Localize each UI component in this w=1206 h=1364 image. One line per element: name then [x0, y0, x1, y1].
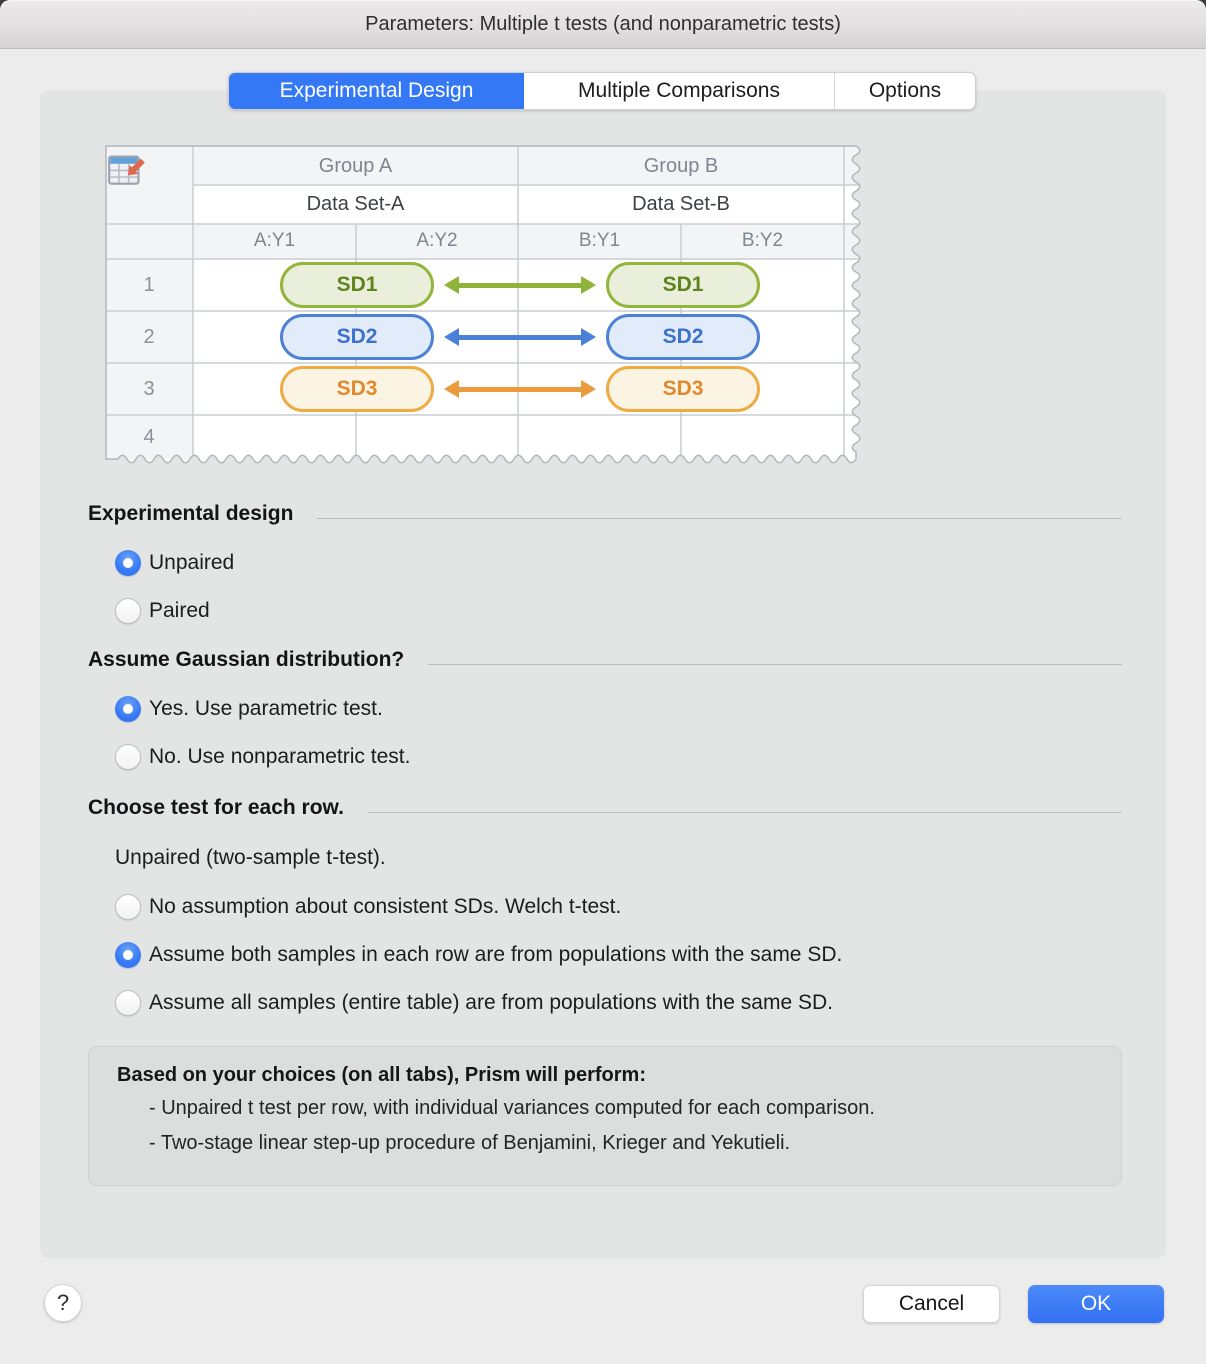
column-header-by1: B:Y1 [578, 230, 621, 251]
column-header-ay2: A:Y2 [416, 230, 458, 251]
radio-row-same-sd-table [115, 990, 833, 1016]
tab-bar [228, 72, 976, 110]
group-a-header: Group A [318, 154, 393, 177]
same-sd-table-radio[interactable] [115, 990, 141, 1016]
sd2-pill-left: SD2 [280, 314, 434, 360]
radio-row-paired [115, 598, 210, 624]
help-button[interactable]: ? [44, 1284, 82, 1322]
group-b-header: Group B [643, 154, 719, 177]
row-number-3: 3 [143, 377, 155, 400]
radio-row-same-sd-row [115, 942, 842, 968]
experimental-design-heading: Experimental design [88, 502, 1122, 526]
row-number-2: 2 [143, 325, 155, 348]
sd1-pill-left: SD1 [280, 262, 434, 308]
parametric-radio[interactable] [115, 696, 141, 722]
dataset-a-header: Data Set-A [306, 193, 405, 215]
same-sd-table-label[interactable]: Assume all samples (entire table) are from populations with the same SD. [149, 991, 833, 1014]
heading-rule [368, 812, 1122, 813]
choose-test-heading: Choose test for each row. [88, 796, 1122, 820]
nonparametric-label[interactable]: No. Use nonparametric test. [149, 745, 411, 768]
heading-rule [428, 664, 1122, 665]
row-number-1: 1 [143, 273, 155, 296]
parametric-label[interactable]: Yes. Use parametric test. [149, 697, 383, 720]
paired-radio[interactable] [115, 598, 141, 624]
data-table-icon [105, 145, 151, 191]
column-header-ay1: A:Y1 [253, 230, 296, 251]
paired-label[interactable]: Paired [149, 599, 210, 622]
ok-button[interactable]: OK [1028, 1285, 1164, 1323]
column-header-by2: B:Y2 [741, 230, 784, 251]
summary-item-1: - Unpaired t test per row, with individual variances computed for each comparison. [149, 1097, 875, 1119]
sd2-comparison-arrow [457, 335, 583, 340]
nonparametric-radio[interactable] [115, 744, 141, 770]
same-sd-row-radio[interactable] [115, 942, 141, 968]
radio-row-unpaired [115, 550, 234, 576]
radio-row-welch [115, 894, 621, 920]
summary-item-2: - Two-stage linear step-up procedure of Benjamini, Krieger and Yekutieli. [149, 1132, 791, 1154]
sd1-pill-right: SD1 [606, 262, 760, 308]
sd1-comparison-arrow [457, 283, 583, 288]
gaussian-heading: Assume Gaussian distribution? [88, 648, 1122, 672]
heading-rule [317, 518, 1122, 519]
radio-row-parametric [115, 696, 383, 722]
unpaired-radio[interactable] [115, 550, 141, 576]
sd3-pill-right: SD3 [606, 366, 760, 412]
tab-experimental-design[interactable]: Experimental Design [229, 73, 524, 109]
summary-heading: Based on your choices (on all tabs), Prism will perform: [117, 1064, 647, 1086]
summary-box [88, 1046, 1122, 1186]
data-table-illustration [105, 145, 875, 467]
radio-row-nonparametric [115, 744, 410, 770]
title-bar [0, 0, 1206, 49]
sd3-comparison-arrow [457, 387, 583, 392]
test-type-note: Unpaired (two-sample t-test). [115, 846, 386, 869]
cancel-button[interactable]: Cancel [863, 1285, 1000, 1323]
welch-radio[interactable] [115, 894, 141, 920]
dataset-b-header: Data Set-B [632, 193, 730, 215]
sd2-pill-right: SD2 [606, 314, 760, 360]
sd3-pill-left: SD3 [280, 366, 434, 412]
dialog-title: Parameters: Multiple t tests (and nonparametric tests) [365, 12, 841, 35]
row-number-4: 4 [143, 425, 155, 448]
same-sd-row-label[interactable]: Assume both samples in each row are from populations with the same SD. [149, 943, 843, 966]
tab-multiple-comparisons[interactable]: Multiple Comparisons [578, 79, 780, 102]
tab-options[interactable]: Options [834, 73, 975, 109]
unpaired-label[interactable]: Unpaired [149, 551, 235, 574]
welch-label[interactable]: No assumption about consistent SDs. Welch t-test. [149, 895, 622, 918]
